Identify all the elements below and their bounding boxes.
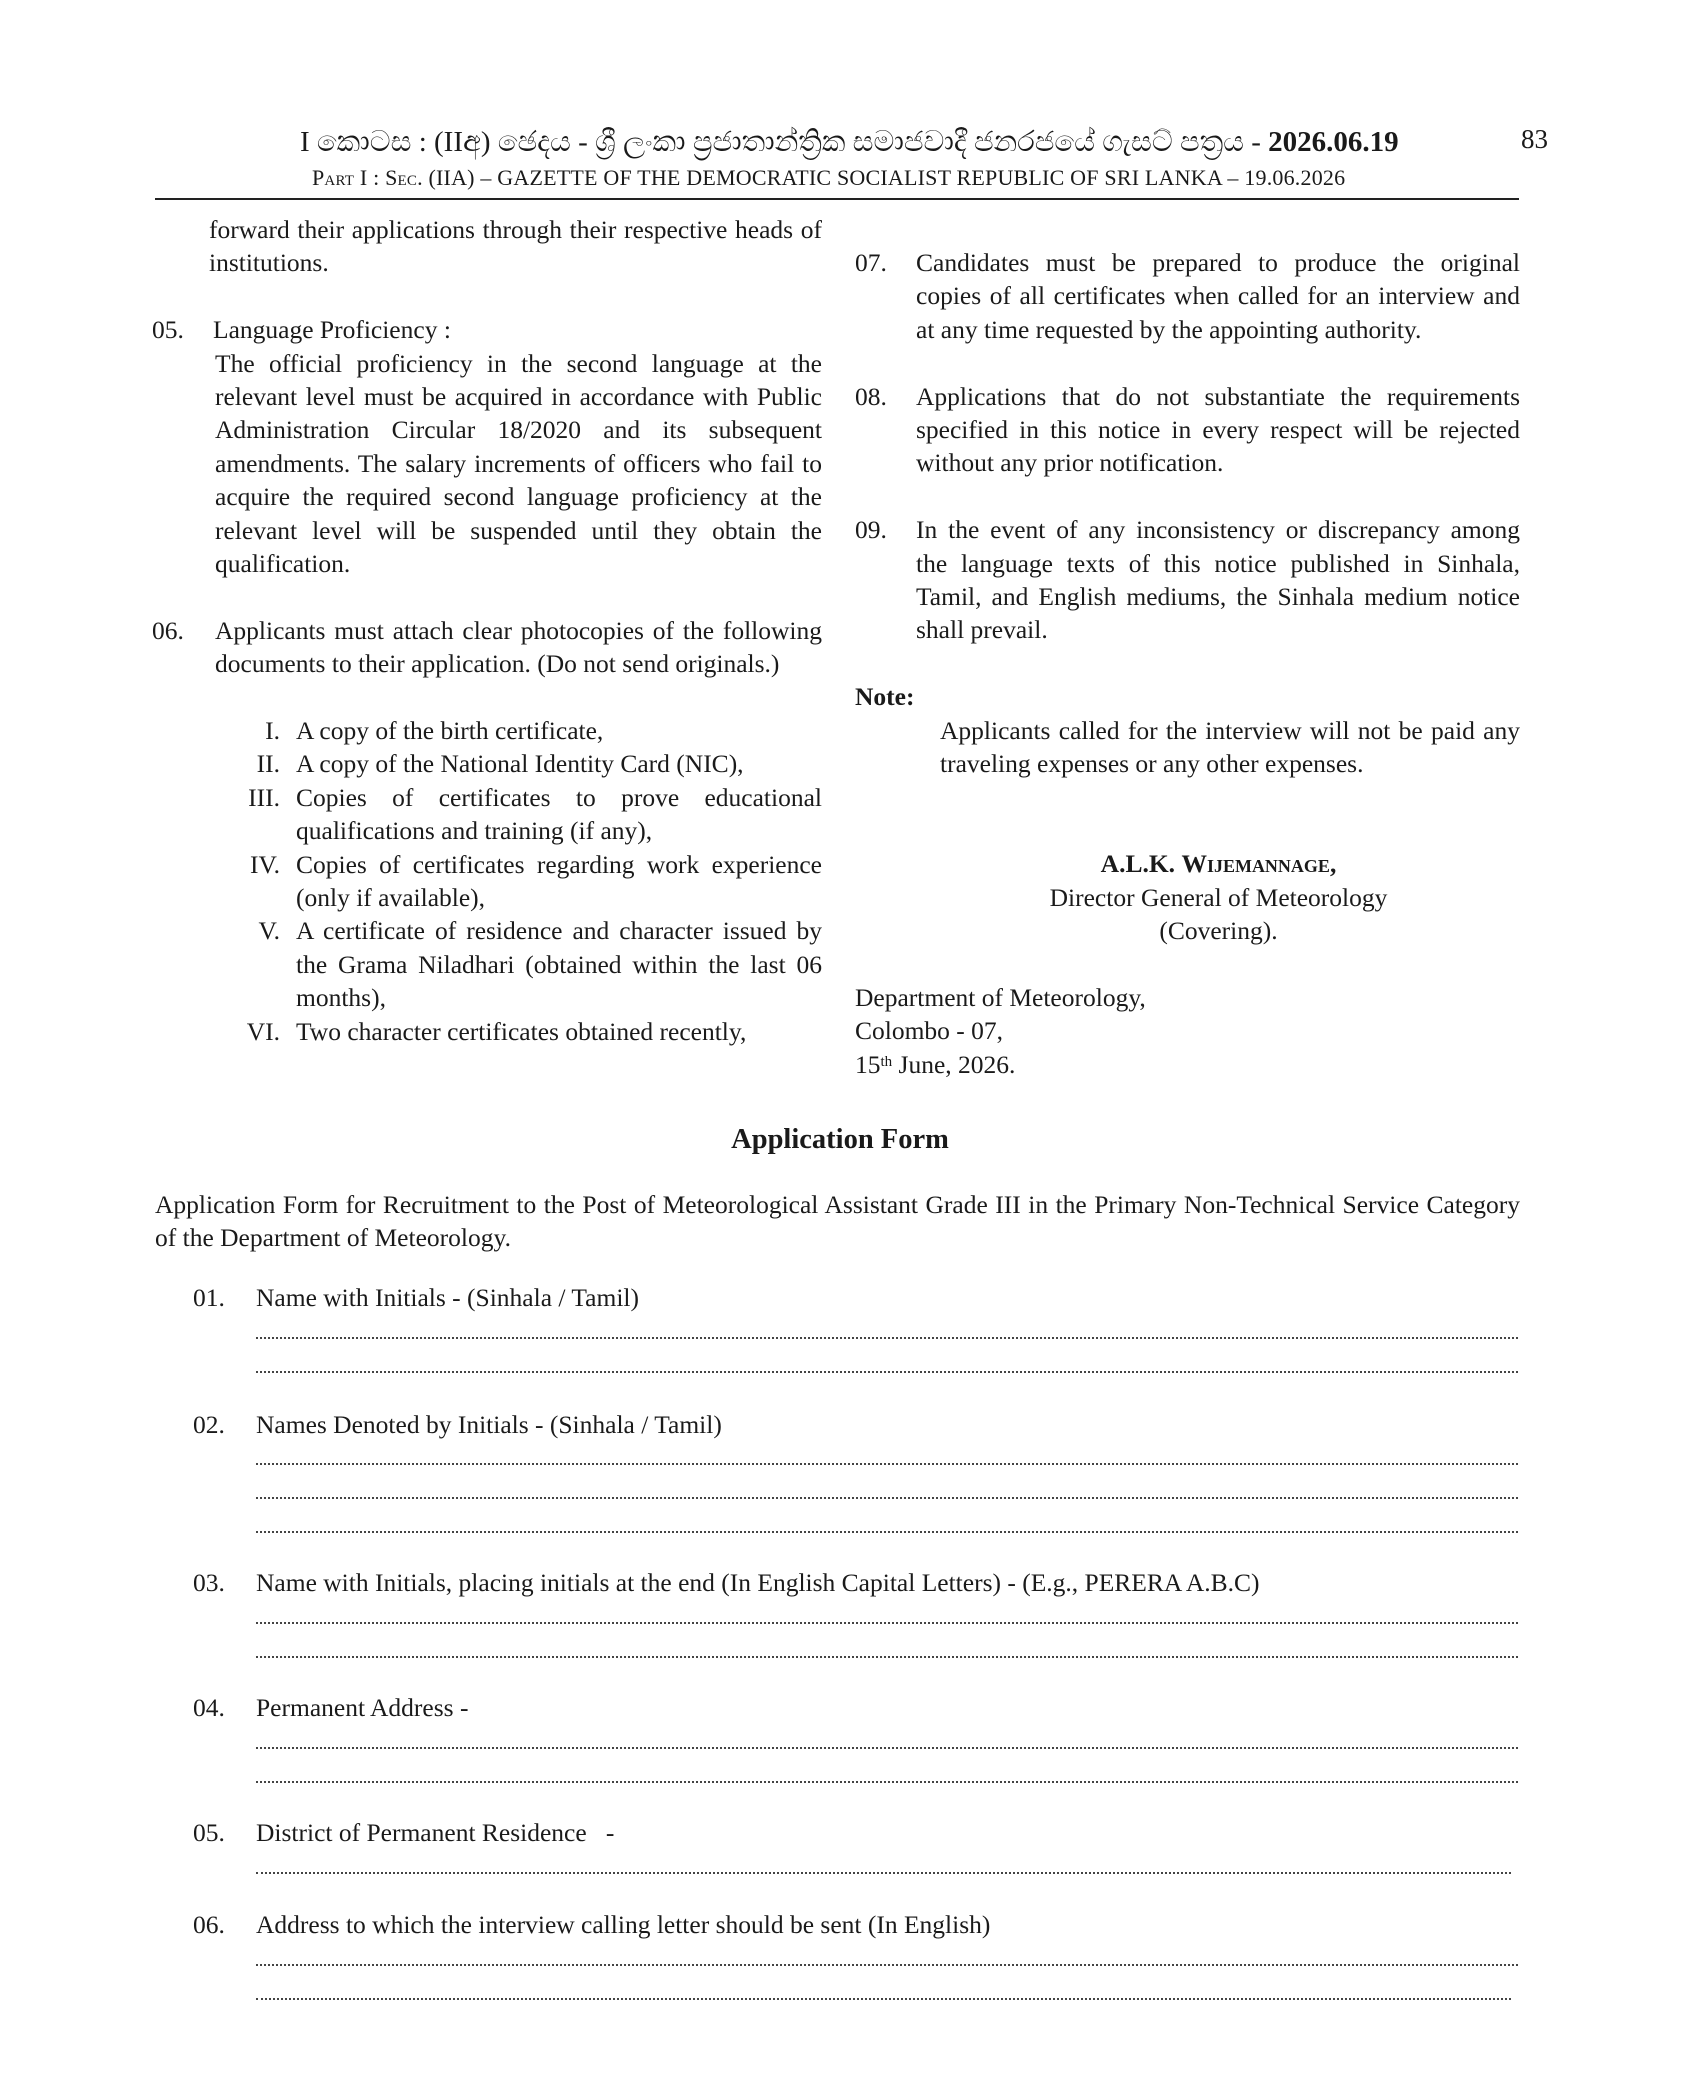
document-item-text: Two character certificates obtained recently, [296, 1016, 747, 1046]
document-item-number: I. [265, 716, 280, 746]
fill-line[interactable] [256, 1371, 1518, 1373]
header-english-line [312, 165, 1372, 191]
header-part-label: Part [312, 165, 355, 190]
fill-line[interactable] [256, 1497, 1518, 1499]
address-line-2: Colombo - 07, [855, 1016, 1004, 1046]
document-item-number: IV. [250, 849, 280, 879]
signatory-surname: Wijemannage, [1181, 849, 1337, 879]
clause-text: Applications that do not substantiate the requirements specified in this notice in every respect will be rejected without any prior notification. [916, 381, 1520, 478]
field-label: District of Permanent Residence - [256, 1818, 615, 1847]
note-text: Applicants called for the interview will not be paid any traveling expenses or any other expenses. [940, 715, 1520, 779]
field-label: Name with Initials - (Sinhala / Tamil) [256, 1283, 639, 1312]
clause-text: In the event of any inconsistency or discrepancy among the language texts of this notice published in Sinhala, Tamil, and English mediums, the Sinhala medium notice shall prevail. [916, 515, 1520, 645]
header-english-rest: (IIA) – GAZETTE OF THE DEMOCRATIC SOCIALIST REPUBLIC OF SRI LANKA – 19.06.2026 [428, 165, 1346, 190]
clause-09 [855, 513, 1520, 647]
document-item [152, 1015, 822, 1048]
document-item-text: A copy of the National Identity Card (NIC), [296, 749, 744, 779]
fill-line[interactable] [256, 1872, 1511, 1874]
right-clauses [855, 246, 1520, 680]
header-sinhala-line [300, 126, 1399, 159]
documents-list [152, 714, 822, 1048]
right-column [855, 246, 1520, 1081]
document-item [152, 914, 822, 1014]
header-sinhala-date: 2026.06.19 [1268, 126, 1399, 158]
fill-line[interactable] [256, 1964, 1518, 1966]
left-column [152, 213, 822, 1048]
fill-line[interactable] [256, 1781, 1518, 1783]
issue-date: 15th June, 2026. [855, 1049, 1016, 1079]
page-number: 83 [1521, 124, 1548, 154]
fill-line[interactable] [256, 1656, 1518, 1658]
note-title: Note: [855, 682, 915, 712]
document-item-number: III. [248, 782, 280, 812]
document-item [152, 747, 822, 780]
form-intro: Application Form for Recruitment to the Post of Meteorological Assistant Grade III in the Primary Non-Technical Service Category of the Department of Meteorology. [155, 1190, 1520, 1253]
clause-06 [152, 614, 822, 681]
clause-number: 06. [152, 615, 184, 645]
field-label: Address to which the interview calling letter should be sent (In English) [256, 1910, 991, 1939]
address-line-1: Department of Meteorology, [855, 982, 1146, 1012]
document-item-text: A copy of the birth certificate, [296, 716, 604, 746]
signatory-covering: (Covering). [1159, 916, 1278, 946]
header-divider [155, 198, 1519, 200]
clause-number: 09. [855, 515, 887, 545]
document-item [152, 848, 822, 915]
gazette-page: I කොටස : (IIඅ) ඡෙදය - ශ්‍රී ලංකා ප්‍රජාතාන්ත්‍රික සමාජවාදී ජනරජයේ ගැසට් පත්‍රය - 2026.06.19 83 Part I : Sec. (IIA) – GAZETTE OF THE DEMOCRATIC SOCIALIST REPUBLIC OF SRI LANKA – 19.06.2026 forward their applications through their respective heads of institutions. 05. Language Proficiency : The official proficiency in the second language at the relevant level must be acquired in accordance with Public Administration Circular 18/2020 and its subsequent amendments. The salary increments of officers who fail to acquire the required second language proficiency at the relevant level will be suspended until they obtain the qualification. 06. Applicants must attach clear photocopies of the following documents to their application. (Do not send originals.) I. A copy of the birth certificate, II. A copy of the National Identity Card (NIC), III. Copies of certificates to prove educational qualifications and training (if any), IV. Copies of certificates regarding work experience (only if available), V. A certificate of residence and character issued by the Grama Niladhari (obtained within the last 06 months), VI. Two character certificates obtained recently, 07. Candidates must be prepared to produce the original copies of all certificates when called for an interview and at any time requested by the appointing authority. 08. Applications that do not substantiate the requirements specified in this notice in every respect will be rejected without any prior notification. 09. In the event of any inconsistency or discrepancy among the language texts of this notice published in Sinhala, Tamil, and English mediums, the Sinhala medium notice shall prevail. Note: Applicants called for the interview will not be paid any traveling expenses or any other expenses. A.L.K. Wijemannage, Director General of Meteorology (Covering). Department of Meteorology, Colombo - 07, 15th June, 2026. Application Form Application Form for Recruitment to the Post of Meteorological Assistant Grade III in the Primary Non-Technical Service Category of the Department of Meteorology. 01. Name with Initials - (Sinhala / Tamil) 02. Names Denoted by Initials - (Sinhala / Tamil) 03. Name with Initials, placing initials at the end (In English Capital Letters) - (E.g., PERERA A.B.C) 04. Permanent Address - 05. District of Permanent Residence - 06. Address to which the interview calling letter should be sent (In English) [0, 0, 1700, 2097]
clause-number: 08. [855, 381, 887, 411]
clause-07 [855, 246, 1520, 346]
signatory-initials: A.L.K. [1100, 849, 1176, 879]
document-item-number: VI. [246, 1016, 280, 1046]
document-item-number: V. [258, 916, 280, 946]
field-label: Names Denoted by Initials - (Sinhala / Tamil) [256, 1410, 722, 1439]
header-sinhala-text: I කොටස : (IIඅ) ඡෙදය - ශ්‍රී ලංකා ප්‍රජාතාන්ත්‍රික සමාජවාදී ජනරජයේ ගැසට් පත්‍රය - [300, 126, 1269, 158]
header-sec-label: Sec. [385, 165, 423, 190]
form-title: Application Form [731, 1124, 949, 1155]
field-label: Permanent Address - [256, 1693, 469, 1722]
clause-05 [152, 313, 822, 580]
clause-08 [855, 380, 1520, 480]
continuation-text: forward their applications through their respective heads of institutions. [209, 215, 822, 278]
document-item-text: A certificate of residence and character issued by the Grama Niladhari (obtained within the last 06 months), [296, 916, 822, 1013]
document-item-number: II. [256, 749, 280, 779]
clause-number: 07. [855, 248, 887, 277]
clause-text: Candidates must be prepared to produce the original copies of all certificates when called for an interview and at any time requested by the appointing authority. [916, 248, 1520, 344]
clause-title: Language Proficiency : [213, 315, 451, 345]
document-item-text: Copies of certificates to prove educational qualifications and training (if any), [296, 782, 822, 846]
fill-line[interactable] [256, 1747, 1518, 1749]
fill-line[interactable] [256, 1998, 1511, 2000]
fill-line[interactable] [256, 1337, 1518, 1339]
signatory-title: Director General of Meteorology [1049, 882, 1388, 912]
document-item [152, 714, 822, 747]
clause-number: 05. [152, 315, 184, 345]
document-item [152, 781, 822, 848]
clause-text: The official proficiency in the second language at the relevant level must be acquired in accordance with Public Administration Circular 18/2020 and its subsequent amendments. The salary increments of officers who fail to acquire the required second language proficiency at the relevant level will be suspended until they obtain the qualification. [215, 348, 822, 579]
header-part-number: I : [359, 165, 380, 190]
fill-line[interactable] [256, 1463, 1518, 1465]
document-item-text: Copies of certificates regarding work experience (only if available), [296, 849, 822, 913]
fill-line[interactable] [256, 1622, 1518, 1624]
fill-line[interactable] [256, 1531, 1518, 1533]
field-label: Name with Initials, placing initials at the end (In English Capital Letters) - (E.g., PERERA A.B.C) [256, 1568, 1260, 1597]
signatory-name [855, 847, 1520, 880]
clause-text: Applicants must attach clear photocopies of the following documents to their application. (Do not send originals.) [215, 615, 822, 679]
